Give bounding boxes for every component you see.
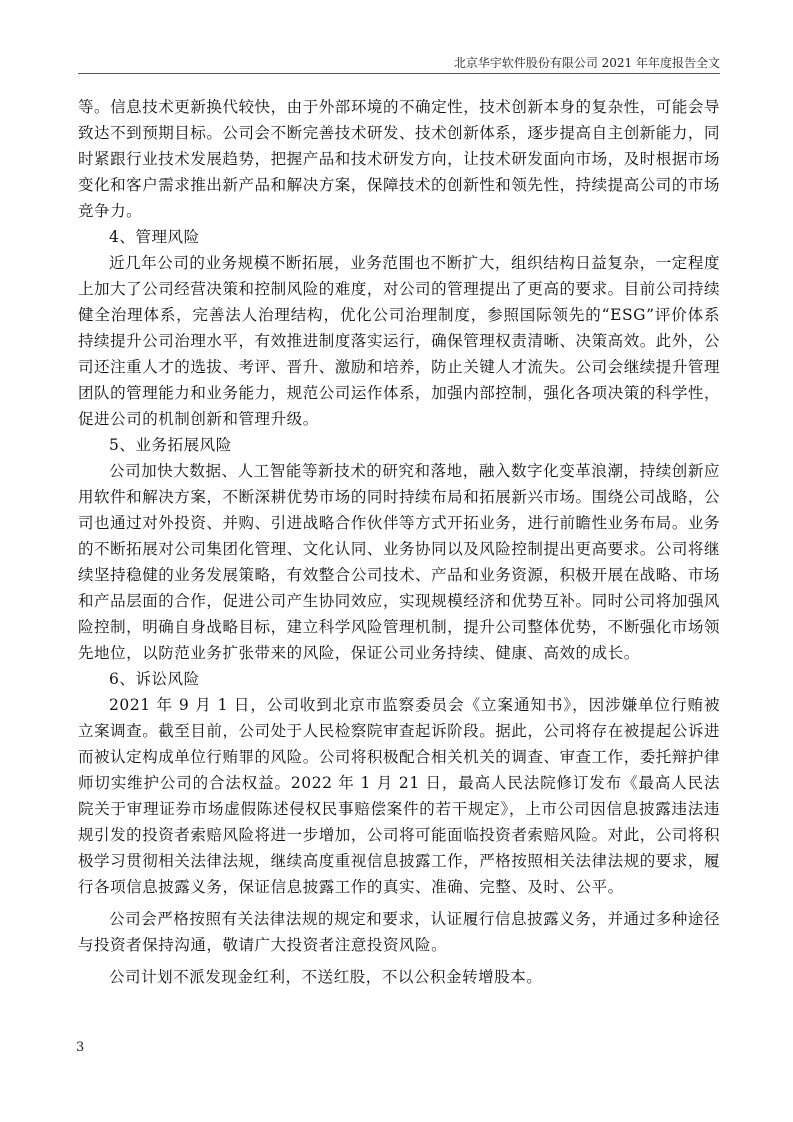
paragraph-business-expansion-risk: 公司加快大数据、人工智能等新技术的研究和落地，融入数字化变革浪潮，持续创新应用软件和解决方案，不断深耕优势市场的同时持续布局和拓展新兴市场。围绕公司战略，公司也通过对外投资、并购、引进战略合作伙伴等方式开拓业务，进行前瞻性业务布局。业务的不断拓展对公司集团化管理、文化认同、业务协同以及风险控制提出更高要求。公司将继续坚持稳健的业务发展策略，有效整合公司技术、产品和业务资源，积极开展在战略、市场和产品层面的合作，促进公司产生协同效应，实现规模经济和优势互补。同时公司将加强风险控制，明确自身战略目标，建立科学风险管理机制，提升公司整体优势，不断强化市场领先地位，以防范业务扩张带来的风险，保证公司业务持续、健康、高效的成长。 xyxy=(78,462,721,662)
header-divider xyxy=(78,73,720,74)
heading-business-expansion-risk: 5、业务拓展风险 xyxy=(109,436,232,454)
page-header: 北京华宇软件股份有限公司 2021 年年度报告全文 xyxy=(453,56,720,70)
page-number: 3 xyxy=(76,1040,85,1055)
heading-management-risk: 4、管理风险 xyxy=(109,228,200,246)
paragraph-tech-risk-continued: 等。信息技术更新换代较快，由于外部环境的不确定性，技术创新本身的复杂性，可能会导致达不到预期目标。公司会不断完善技术研发、技术创新体系，逐步提高自主创新能力，同时紧跟行业技术发展趋势，把握产品和技术研发方向，让技术研发面向市场，及时根据市场变化和客户需求推出新产品和解决方案，保障技术的创新性和领先性，持续提高公司的市场竞争力。 xyxy=(78,98,721,220)
paragraph-dividend-plan: 公司计划不派发现金红利，不送红股，不以公积金转增股本。 xyxy=(109,968,543,986)
paragraph-litigation-risk: 2021 年 9 月 1 日，公司收到北京市监察委员会《立案通知书》，因涉嫌单位行贿被立案调查。截至目前，公司处于人民检察院审查起诉阶段。据此，公司将存在被提起公诉进而被认定构成单位行贿罪的风险。公司将积极配合相关机关的调查、审查工作，委托辩护律师切实维护公司的合法权益。2022 年 1 月 21 日，最高人民法院修订发布《最高人民法院关于审理证券市场虚假陈述侵权民事赔偿案件的若干规定》，上市公司因信息披露违法违规引发的投资者索赔风险将进一步增加，公司将可能面临投资者索赔风险。对此，公司将积极学习贯彻相关法律法规，继续高度重视信息披露工作，严格按照相关法律法规的要求，履行各项信息披露义务，保证信息披露工作的真实、准确、完整、及时、公平。 xyxy=(78,696,721,896)
paragraph-management-risk: 近几年公司的业务规模不断拓展，业务范围也不断扩大，组织结构日益复杂，一定程度上加大了公司经营决策和控制风险的难度，对公司的管理提出了更高的要求。目前公司持续健全治理体系，完善法人治理结构，优化公司治理制度，参照国际领先的“ESG”评价体系持续提升公司治理水平，有效推进制度落实运行，确保管理权责清晰、决策高效。此外，公司还注重人才的选拔、考评、晋升、激励和培养，防止关键人才流失。公司会继续提升管理团队的管理能力和业务能力，规范公司运作体系，加强内部控制，强化各项决策的科学性，促进公司的机制创新和管理升级。 xyxy=(78,254,721,428)
document-body xyxy=(78,94,720,990)
heading-litigation-risk: 6、诉讼风险 xyxy=(109,670,200,688)
paragraph-disclosure-commitment: 公司会严格按照有关法律法规的规定和要求，认证履行信息披露义务，并通过多种途径与投资者保持沟通，敬请广大投资者注意投资风险。 xyxy=(78,910,720,954)
